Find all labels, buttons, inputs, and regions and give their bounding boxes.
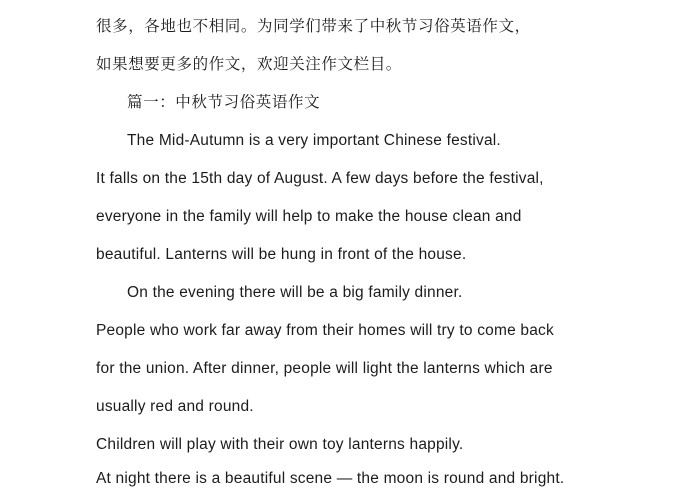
paragraph-clipped-top [96,0,604,9]
paragraph-en-1-line-4: beautiful. Lanterns will be hung in front of the house. [96,246,467,263]
paragraph-intro-2: 如果想要更多的作文，欢迎关注作文栏目。 [96,56,402,73]
paragraph-en-1-line-1: The Mid-Autumn is a very important Chinese festival. [127,132,501,149]
paragraph-en-1-line-2: It falls on the 15th day of August. A few days before the festival, [96,170,544,187]
document-body [96,0,604,487]
paragraph-en-2-line-2: People who work far away from their homes will try to come back [96,322,554,339]
paragraph-en-2-line-3: for the union. After dinner, people will light the lanterns which are [96,360,553,377]
paragraph-intro-1: 很多，各地也不相同。为同学们带来了中秋节习俗英语作文， [96,18,531,35]
heading-section-one: 篇一：中秋节习俗英语作文 [127,94,321,111]
paragraph-en-1-line-3: everyone in the family will help to make the house clean and [96,208,522,225]
paragraph-en-2-line-4: usually red and round. [96,398,254,415]
clipped-top-line-container [96,0,604,8]
paragraph-clipped-bottom: At night there is a beautiful scene — the moon is round and bright. [96,470,565,487]
paragraph-en-2-line-1: On the evening there will be a big family dinner. [127,284,463,301]
clipped-bottom-line-container [96,464,604,487]
paragraph-en-3-line-1: Children will play with their own toy lanterns happily. [96,436,464,453]
